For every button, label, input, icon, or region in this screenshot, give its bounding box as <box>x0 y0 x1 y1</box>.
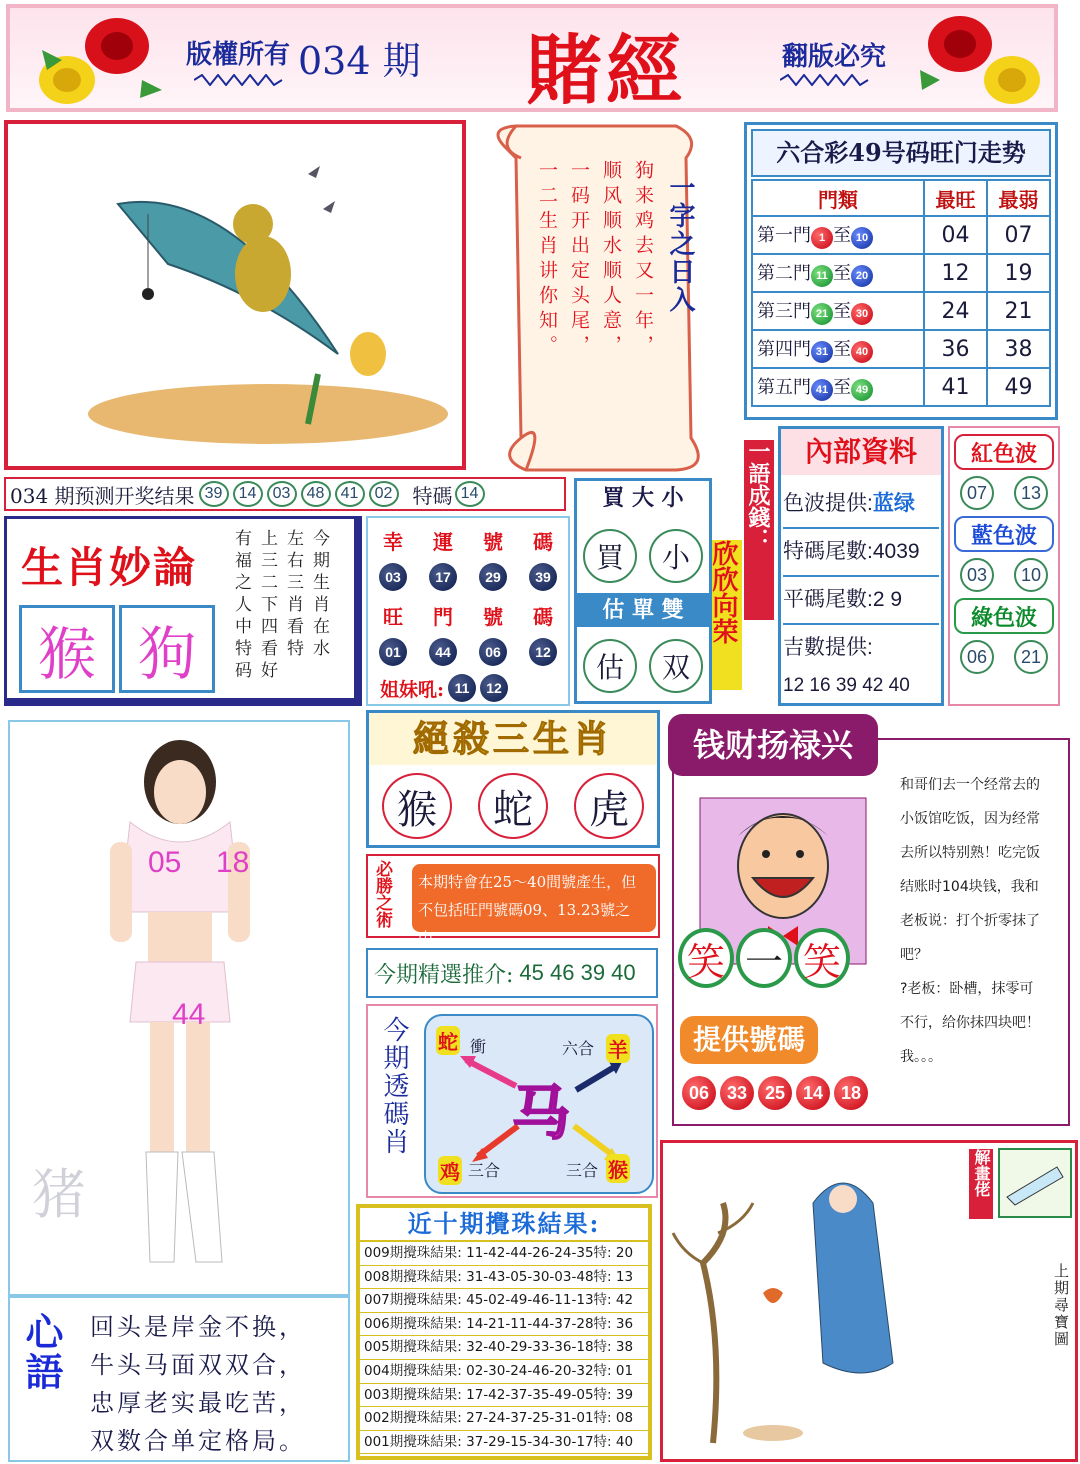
model-photo <box>8 720 350 1296</box>
selected-label: 今期精選推介: <box>374 962 514 988</box>
history-row: 001期攪珠結果: 37-29-15-34-30-17特: 40 <box>360 1431 648 1455</box>
zodiac-animal: 猴 <box>37 620 96 688</box>
reveal-bl: 鸡 <box>438 1156 462 1185</box>
wave-decoration-icon <box>194 74 294 86</box>
gate-worst: 19 <box>987 254 1050 292</box>
zodiac-hint-line: 上三二下四看好 <box>257 529 277 683</box>
lucky-number-ball: 01 <box>379 638 407 666</box>
gate-from-ball: 41 <box>811 379 833 401</box>
decipher-icon <box>997 1147 1073 1219</box>
lucky-number-ball: 03 <box>379 563 407 591</box>
gate-name: 第二門 <box>757 263 811 284</box>
must-win-label: 必勝之術 <box>372 860 392 928</box>
lucky-number-ball: 44 <box>429 638 457 666</box>
poem-line: 一码开出定头尾， <box>568 160 590 360</box>
story-line: ?老板：卧槽，抹零可 <box>900 981 1034 997</box>
header-worst: 最弱 <box>987 180 1050 216</box>
lucky-number-ball: 06 <box>479 638 507 666</box>
internal-title: 內部資料 <box>781 429 941 475</box>
history-row: 004期攪珠結果: 02-30-24-46-20-32特: 01 <box>360 1360 648 1384</box>
selected-panel <box>366 948 658 998</box>
zodiac-hint-line: 今期生肖在水 <box>309 529 329 661</box>
gate-to-ball: 20 <box>851 265 873 287</box>
gate-from-ball: 21 <box>811 303 833 325</box>
hot-gate-title-char: 旺 <box>383 605 403 629</box>
provide-number-ball: 18 <box>834 1076 868 1110</box>
history-row: 005期攪珠結果: 32-40-29-33-36-18特: 38 <box>360 1336 648 1360</box>
photo-number: 05 <box>148 846 182 879</box>
gate-trend-table <box>744 122 1058 420</box>
gate-name: 第一門 <box>757 225 811 246</box>
gate-to-ball: 30 <box>851 303 873 325</box>
prediction-bar <box>4 477 566 511</box>
to-label: 至 <box>833 301 851 322</box>
story-line: 我。。。 <box>900 1049 942 1065</box>
flat-value: 2 9 <box>872 588 903 611</box>
to-label: 至 <box>833 263 851 284</box>
reveal-bl-note: 三合 <box>468 1161 501 1180</box>
gate-name: 第三門 <box>757 301 811 322</box>
gate-row <box>752 292 1050 330</box>
rose-right-icon <box>900 10 1050 110</box>
kill-title: 絕殺三生肖 <box>369 713 657 765</box>
story-line: 吧？ <box>900 947 928 963</box>
reveal-label: 今期透碼肖 <box>379 1016 409 1156</box>
heart-words-panel <box>8 1296 350 1462</box>
story-line: 结账时104块钱，我和 <box>900 879 1039 895</box>
provide-label: 提供號碼 <box>680 1016 818 1064</box>
heart-label: 心語 <box>19 1312 64 1392</box>
history-row: 006期攪珠結果: 14-21-11-44-37-28特: 36 <box>360 1313 648 1337</box>
header-best: 最旺 <box>924 180 987 216</box>
wave-number: 13 <box>1014 476 1048 510</box>
zodiac-animal: 狗 <box>137 620 196 688</box>
kill-three-panel <box>366 710 660 848</box>
red-wave-title: 紅色波 <box>954 434 1054 470</box>
must-win-panel <box>366 854 660 947</box>
painting-caption: 上期尋寶圖 <box>1052 1263 1070 1348</box>
prediction-number: 41 <box>335 481 365 507</box>
lucky-value: 12 16 39 42 40 <box>783 675 910 696</box>
gate-to-ball: 10 <box>851 227 873 249</box>
kill-animal: 猴 <box>382 773 452 839</box>
heart-line: 忠厚老实最吃苦， <box>90 1389 306 1417</box>
laugh-char: 笑 <box>678 928 734 988</box>
history-title: 近十期攪珠結果: <box>407 1209 601 1238</box>
lucky-title-char: 號 <box>483 530 503 554</box>
gate-best: 12 <box>924 254 987 292</box>
gate-table <box>751 179 1051 407</box>
gate-best: 36 <box>924 330 987 368</box>
gate-row <box>752 254 1050 292</box>
reveal-tl: 蛇 <box>436 1026 460 1055</box>
no-copy-label: 翻版必究 <box>782 42 887 72</box>
reveal-tr-note: 六合 <box>562 1039 595 1058</box>
gate-best: 41 <box>924 368 987 406</box>
header-banner <box>6 4 1058 115</box>
money-panel <box>668 714 1070 1126</box>
yiyu-label: 一語成錢： <box>744 440 774 620</box>
zodiac-talk-panel <box>4 516 362 706</box>
selected-value: 45 46 39 40 <box>519 960 636 985</box>
gate-best: 04 <box>924 216 987 254</box>
prediction-number: 02 <box>369 481 399 507</box>
poem-line: 一二生肖讲你知。 <box>536 160 558 360</box>
gate-worst: 07 <box>987 216 1050 254</box>
gate-from-ball: 11 <box>811 265 833 287</box>
pick-circle: 估 <box>583 639 637 693</box>
reveal-diagram <box>424 1014 654 1194</box>
wave-decoration-icon <box>780 74 880 86</box>
kill-animal: 蛇 <box>478 773 548 839</box>
provide-number-ball: 33 <box>720 1076 754 1110</box>
sister-number-ball: 11 <box>448 674 476 702</box>
history-row: 007期攪珠結果: 45-02-49-46-11-13特: 42 <box>360 1289 648 1313</box>
lucky-title-char: 運 <box>433 530 453 554</box>
lucky-number-ball: 39 <box>529 563 557 591</box>
zodiac-watermark: 猪 <box>32 1163 86 1226</box>
zodiac-hint-line: 有福之人中特码 <box>231 529 251 683</box>
story-line: 去所以特别熟！吃完饭 <box>900 845 1040 861</box>
odd-even-title: 估 單 雙 <box>577 593 709 627</box>
money-title: 钱财扬禄兴 <box>668 714 878 776</box>
gate-worst: 21 <box>987 292 1050 330</box>
must-win-text: 本期特會在25～40間號產生，但不包括旺門號碼09、13.23號之中。 <box>412 864 656 932</box>
story-line: 老板说：打个折零抹了 <box>900 913 1040 929</box>
photo-number: 18 <box>216 846 250 879</box>
special-label: 特碼 <box>412 483 453 508</box>
photo-number: 44 <box>172 998 206 1031</box>
wave-number: 06 <box>960 640 994 674</box>
issue-number: 034 期 <box>298 39 421 83</box>
story-line: 不行，给你抹四块吧！ <box>900 1015 1040 1031</box>
history-panel <box>356 1204 652 1460</box>
painting-tag: 解畫佬 <box>969 1149 993 1219</box>
gate-row <box>752 330 1050 368</box>
history-row: 009期攪珠結果: 11-42-44-26-24-35特: 20 <box>360 1242 648 1266</box>
gate-to-ball: 40 <box>851 341 873 363</box>
gate-from-ball: 1 <box>811 227 833 249</box>
heart-line: 回头是岸金不换， <box>90 1313 306 1341</box>
zodiac-animal-card <box>119 605 215 693</box>
internal-data-panel <box>778 426 944 706</box>
special-number: 14 <box>455 481 485 507</box>
gate-worst: 49 <box>987 368 1050 406</box>
reveal-br: 猴 <box>606 1154 630 1183</box>
story-line: 和哥们去一个经常去的 <box>900 777 1040 793</box>
pick-circle: 双 <box>649 639 703 693</box>
flat-label: 平碼尾數: <box>783 588 873 611</box>
provide-number-ball: 06 <box>682 1076 716 1110</box>
lucky-title-char: 碼 <box>533 530 553 554</box>
copyright-label: 版權所有 <box>186 40 291 70</box>
buy-big-small-title: 買 大 小 <box>602 485 684 511</box>
hot-gate-title-char: 門 <box>433 605 453 629</box>
treasure-painting <box>660 1140 1078 1462</box>
gate-to-ball: 49 <box>851 379 873 401</box>
reveal-center: 马 <box>512 1079 571 1147</box>
laugh-char: 一 <box>736 928 792 988</box>
poem-line: 顺风顺水顺人意， <box>600 160 622 360</box>
zodiac-talk-title: 生肖妙論 <box>21 543 198 592</box>
page-title: 賭經 <box>526 26 686 115</box>
to-label: 至 <box>833 377 851 398</box>
poem-scroll <box>476 118 718 478</box>
lucky-numbers-panel <box>366 516 570 706</box>
provide-number-ball: 14 <box>796 1076 830 1110</box>
hot-gate-title-char: 碼 <box>533 605 553 629</box>
reveal-tl-note: 衝 <box>470 1037 487 1056</box>
header-gate: 門類 <box>752 180 924 216</box>
poem-line: 狗来鸡去又一年， <box>632 160 654 360</box>
wave-number: 03 <box>960 558 994 592</box>
gate-from-ball: 31 <box>811 341 833 363</box>
xinxin-label: 欣欣向荣 <box>712 540 742 690</box>
heart-line: 牛头马面双双合， <box>90 1351 306 1379</box>
scroll-title: 一字之日入 <box>665 174 695 314</box>
wave-number: 07 <box>960 476 994 510</box>
sister-label: 姐妹吼: <box>380 678 445 701</box>
lucky-label: 吉數提供: <box>783 636 873 659</box>
reveal-br-note: 三合 <box>566 1161 599 1180</box>
reveal-panel <box>366 1004 658 1198</box>
reveal-tr: 羊 <box>606 1034 630 1063</box>
wave-number: 21 <box>1014 640 1048 674</box>
to-label: 至 <box>833 225 851 246</box>
tail-value: 4039 <box>872 540 920 563</box>
pick-circle: 小 <box>649 529 703 583</box>
kill-animal: 虎 <box>574 773 644 839</box>
prediction-number: 39 <box>199 481 229 507</box>
lucky-title-char: 幸 <box>383 530 403 554</box>
prediction-label: 034 期预测开奖结果 <box>10 483 195 508</box>
wave-label: 色波提供: <box>783 492 873 515</box>
lucky-number-ball: 29 <box>479 563 507 591</box>
blue-wave-title: 藍色波 <box>954 516 1054 552</box>
prediction-number: 03 <box>267 481 297 507</box>
hot-gate-title-char: 號 <box>483 605 503 629</box>
wave-value: 蓝绿 <box>872 492 915 515</box>
big-small-panel <box>574 478 712 704</box>
gate-table-title: 六合彩49号码旺门走势 <box>751 129 1051 177</box>
history-row: 003期攪珠結果: 17-42-37-35-49-05特: 39 <box>360 1384 648 1408</box>
gate-best: 24 <box>924 292 987 330</box>
tail-label: 特碼尾數: <box>783 540 873 563</box>
prediction-number: 48 <box>301 481 331 507</box>
rose-left-icon <box>22 10 172 110</box>
color-waves-panel <box>948 426 1060 706</box>
cartoon-illustration <box>4 120 466 470</box>
gate-name: 第四門 <box>757 339 811 360</box>
history-row: 008期攪珠結果: 31-43-05-30-03-48特: 13 <box>360 1266 648 1290</box>
history-row: 002期攪珠結果: 27-24-37-25-31-01特: 08 <box>360 1407 648 1431</box>
green-wave-title: 綠色波 <box>954 598 1054 634</box>
gate-row <box>752 216 1050 254</box>
gate-worst: 38 <box>987 330 1050 368</box>
prediction-number: 14 <box>233 481 263 507</box>
heart-line: 双数合单定格局。 <box>90 1427 306 1455</box>
zodiac-hint-line: 左右三肖看特 <box>283 529 303 661</box>
zodiac-animal-card <box>19 605 115 693</box>
story-line: 小饭馆吃饭，因为经常 <box>900 811 1040 827</box>
lucky-number-ball: 12 <box>529 638 557 666</box>
lucky-number-ball: 17 <box>429 563 457 591</box>
gate-name: 第五門 <box>757 377 811 398</box>
gate-row <box>752 368 1050 406</box>
sister-number-ball: 12 <box>480 674 508 702</box>
to-label: 至 <box>833 339 851 360</box>
wave-number: 10 <box>1014 558 1048 592</box>
provide-number-ball: 25 <box>758 1076 792 1110</box>
laugh-char: 笑 <box>794 928 850 988</box>
pick-circle: 買 <box>583 529 637 583</box>
